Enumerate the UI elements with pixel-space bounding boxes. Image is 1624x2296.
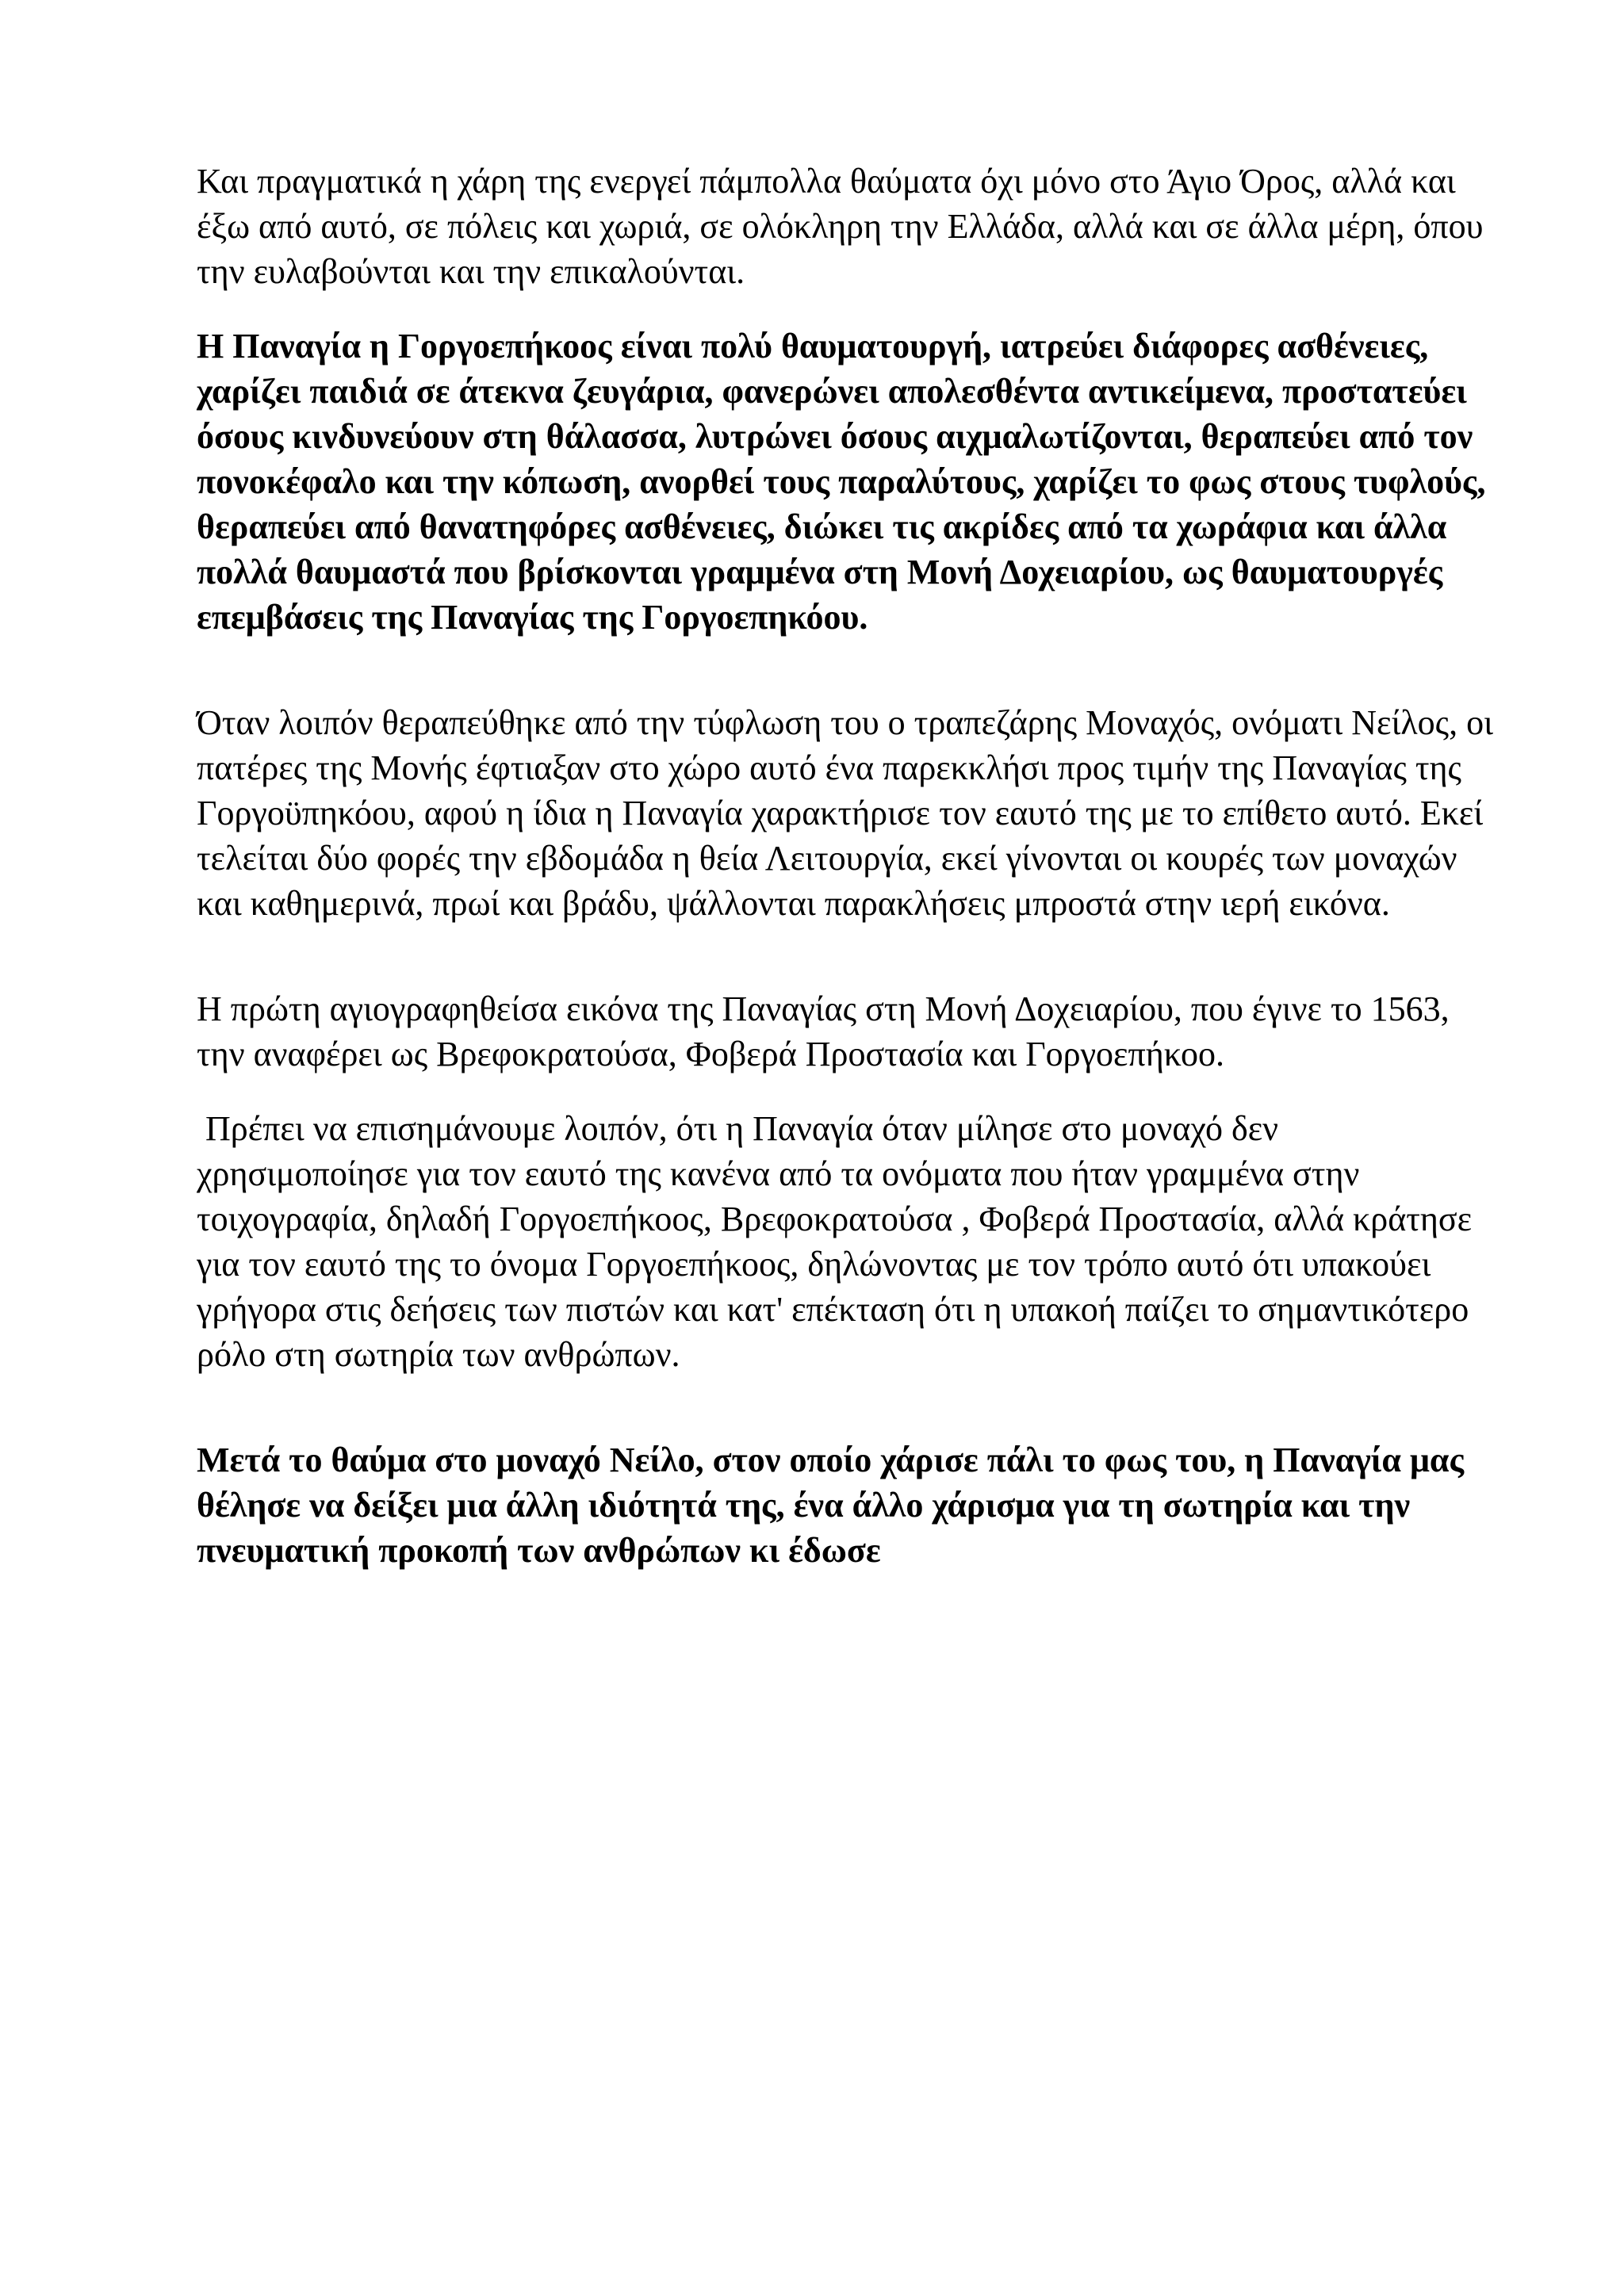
paragraph-miracles-everywhere: Και πραγματικά η χάρη της ενεργεί πάμπολλα θαύματα όχι μόνο στο Άγιο Όρος, αλλά και έξω από αυτό, σε πόλεις και χωριά, σε ολόκληρη την Ελλάδα, αλλά και σε άλλα μέρη, όπου την ευλαβούνται και την επικαλούνται. <box>197 162 1484 291</box>
paragraph-name-gorgoepikoos: Πρέπει να επισημάνουμε λοιπόν, ότι η Παναγία όταν μίλησε στο μοναχό δεν χρησιμοποίησε για τον εαυτό της κανένα από τα ονόματα που ήταν γραμμένα στην τοιχογραφία, δηλαδή Γοργοεπήκοος, Βρεφοκρατούσα , Φοβερά Προστασία, αλλά κράτησε για τον εαυτό της το όνομα Γοργοεπήκοος, δηλώνοντας με τον τρόπο αυτό ότι υπακούει γρήγορα στις δεήσεις των πιστών και κατ' επέκταση ότι η υπακοή παίζει το σημαντικότερο ρόλο στη σωτηρία των ανθρώπων. <box>197 1109 1481 1374</box>
paragraph-after-miracle-neilos: Μετά το θαύμα στο μοναχό Νείλο, στον οποίο χάρισε πάλι το φως του, η Παναγία μας θέλησε να δείξει μια άλλη ιδιότητά της, ένα άλλο χάρισμα για τη σωτηρία και την πνευματική προκοπή των ανθρώπων κι έδωσε <box>197 1441 1465 1570</box>
paragraph-first-icon-1563: Η πρώτη αγιογραφηθείσα εικόνα της Παναγίας στη Μονή Δοχειαρίου, που έγινε το 1563, την αναφέρει ως Βρεφοκρατούσα, Φοβερά Προστασία και Γοργοεπήκοο. <box>197 989 1450 1073</box>
page-body <box>197 159 1497 1573</box>
paragraph-chapel-of-the-virgin: Όταν λοιπόν θεραπεύθηκε από την τύφλωση του ο τραπεζάρης Μοναχός, ονόματι Νείλος, οι πατέρες της Μονής έφτιαξαν στο χώρο αυτό ένα παρεκκλήσι προς τιμήν της Παναγίας της Γοργοϋπηκόου, αφού η ίδια η Παναγία χαρακτήρισε τον εαυτό της με το επίθετο αυτό. Εκεί τελείται δύο φορές την εβδομάδα η θεία Λειτουργία, εκεί γίνονται οι κουρές των μοναχών και καθημερινά, πρωί και βράδυ, ψάλλονται παρακλήσεις μπροστά στην ιερή εικόνα. <box>197 703 1493 923</box>
paragraph-gorgoepikoos-miracles: Η Παναγία η Γοργοεπήκοος είναι πολύ θαυματουργή, ιατρεύει διάφορες ασθένειες, χαρίζει παιδιά σε άτεκνα ζευγάρια, φανερώνει απολεσθέντα αντικείμενα, προστατεύει όσους κινδυνεύουν στη θάλασσα, λυτρώνει όσους αιχμαλωτίζονται, θεραπεύει από τον πονοκέφαλο και την κόπωση, ανορθεί τους παραλύτους, χαρίζει το φως στους τυφλούς, θεραπεύει από θανατηφόρες ασθένειες, διώκει τις ακρίδες από τα χωράφια και άλλα πολλά θαυμαστά που βρίσκονται γραμμένα στη Μονή Δοχειαρίου, ως θαυματουργές επεμβάσεις της Παναγίας της Γοργοεπηκόου. <box>197 327 1486 637</box>
